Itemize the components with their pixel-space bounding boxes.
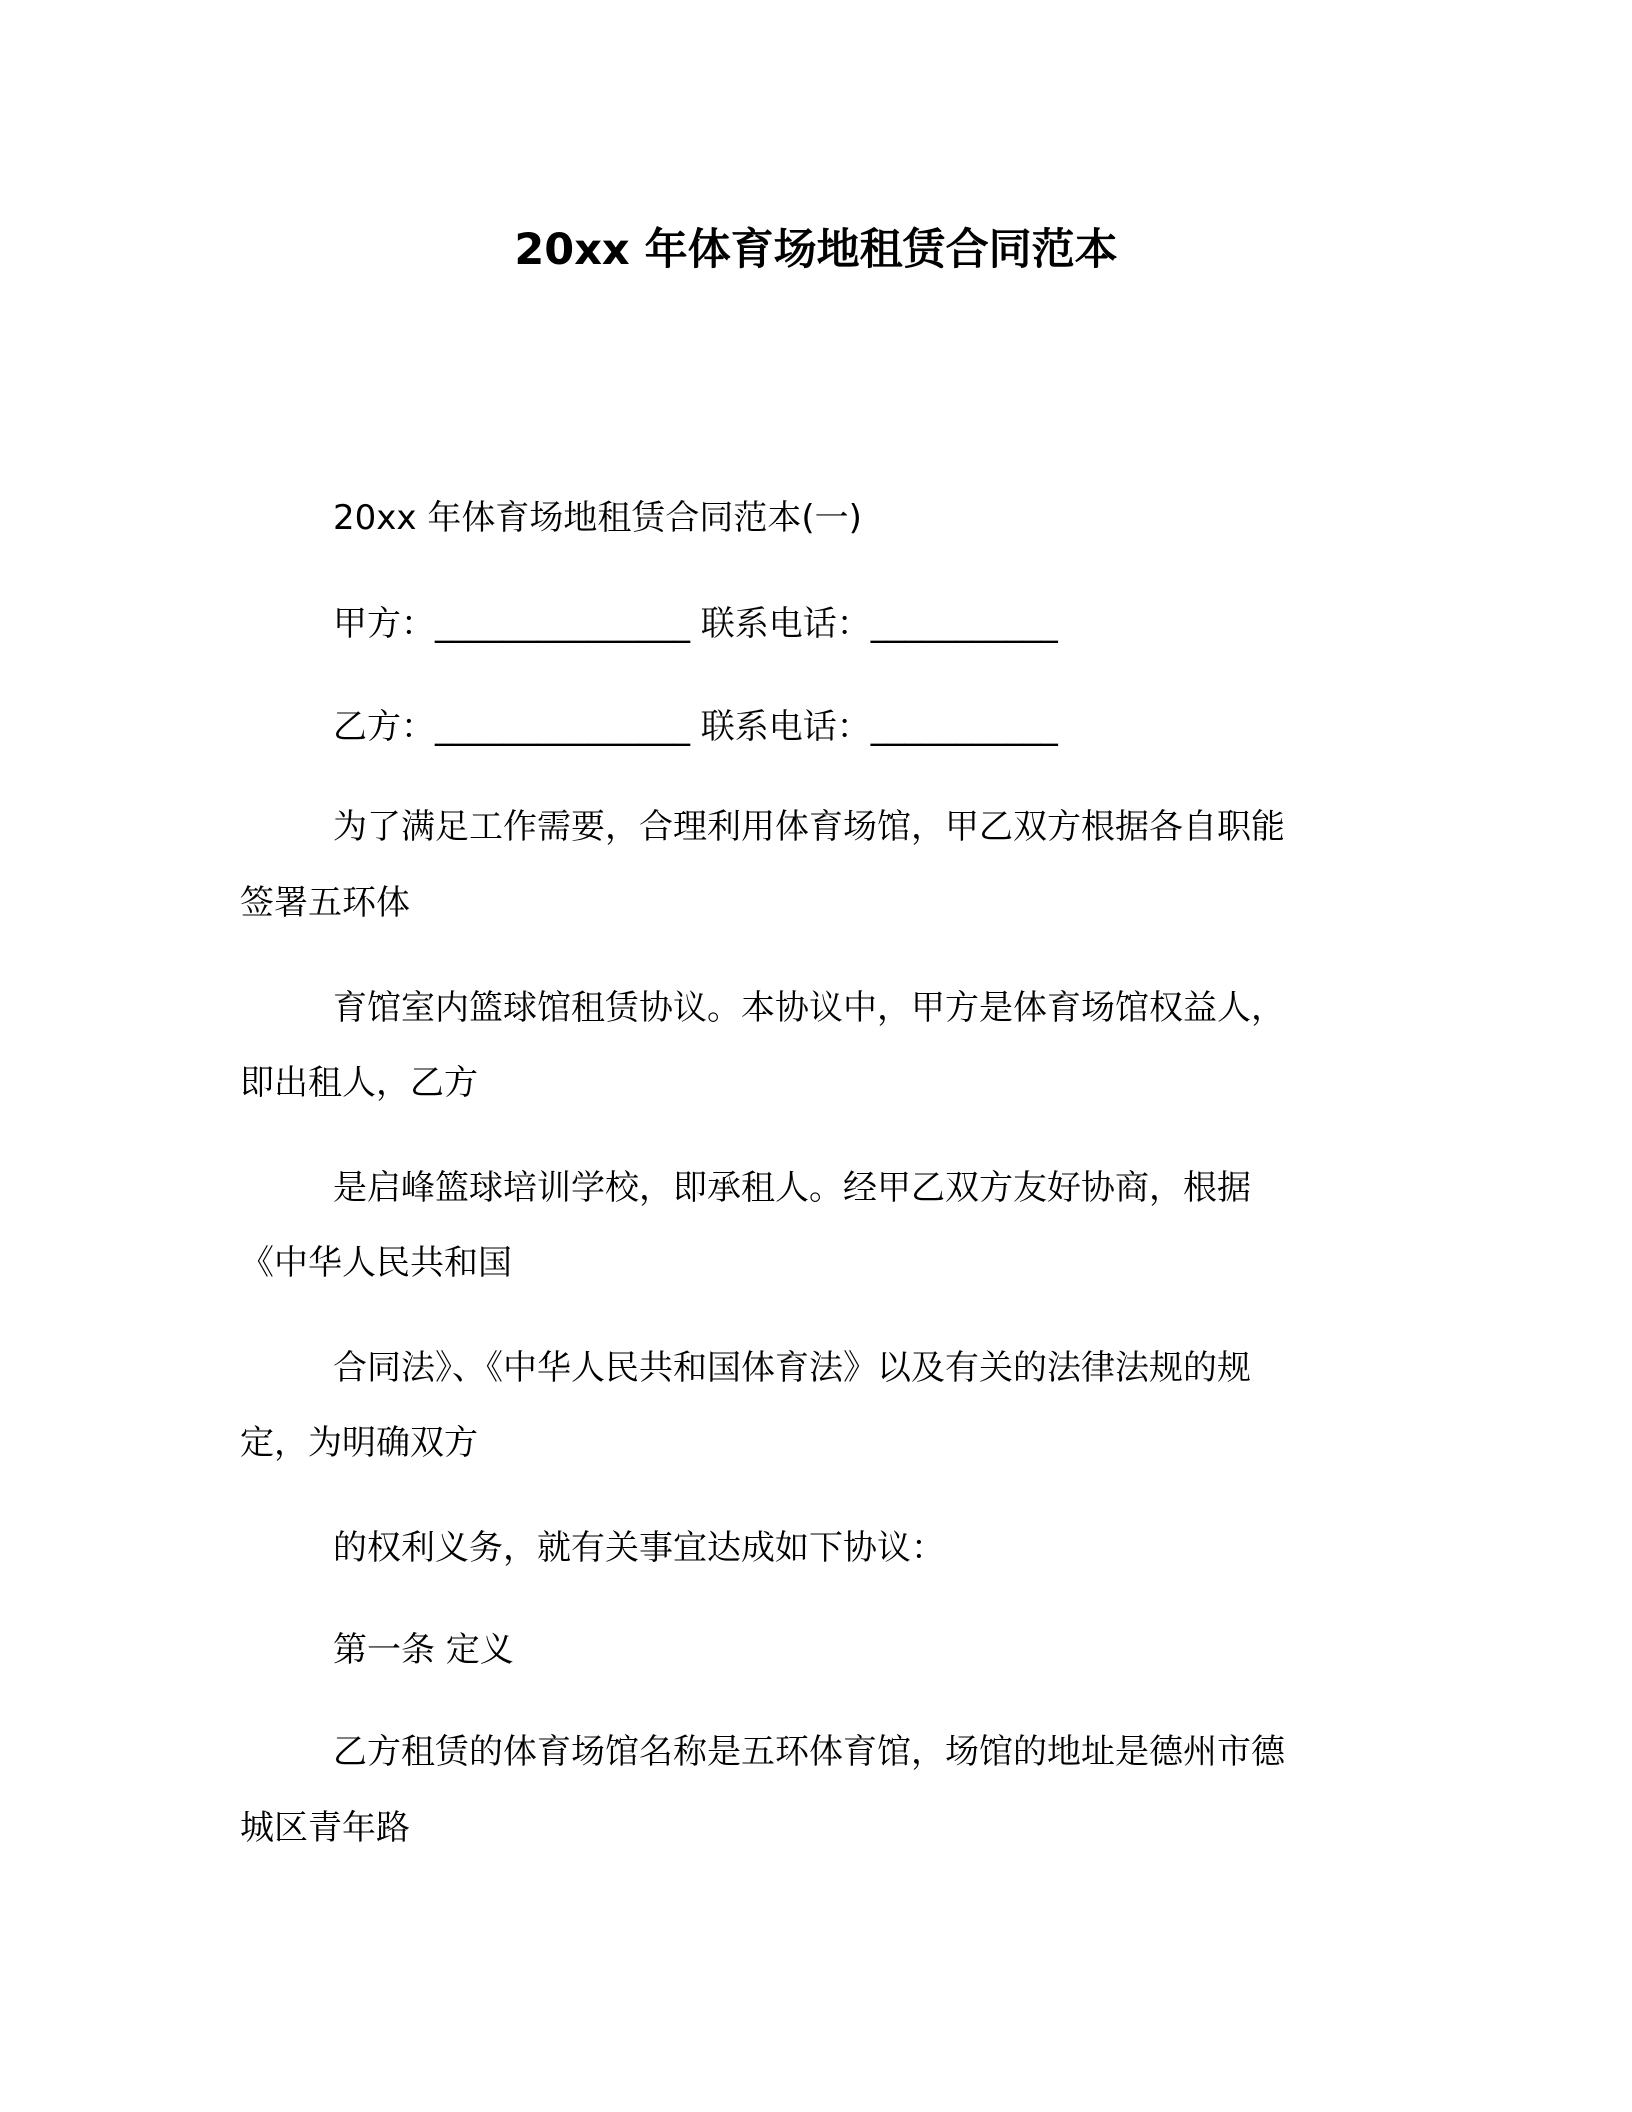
document-title: 20xx 年体育场地租赁合同范本 bbox=[514, 225, 1118, 275]
contract-subtitle: 20xx 年体育场地租赁合同范本(一) bbox=[333, 498, 862, 538]
paragraph-3-line-2: 《中华人民共和国 bbox=[240, 1243, 512, 1283]
paragraph-1-line-2: 签署五环体 bbox=[240, 883, 410, 923]
party-a-line: 甲方：_______________ 联系电话：___________ bbox=[333, 604, 1058, 644]
paragraph-5: 的权利义务，就有关事宜达成如下协议： bbox=[333, 1528, 945, 1568]
paragraph-7-line-1: 乙方租赁的体育场馆名称是五环体育馆，场馆的地址是德州市德 bbox=[333, 1732, 1285, 1772]
paragraph-3-line-1: 是启峰篮球培训学校，即承租人。经甲乙双方友好协商，根据 bbox=[333, 1168, 1251, 1208]
paragraph-7-line-2: 城区青年路 bbox=[240, 1808, 410, 1848]
paragraph-1-line-1: 为了满足工作需要，合理利用体育场馆，甲乙双方根据各自职能 bbox=[333, 807, 1285, 847]
paragraph-2-line-2: 即出租人，乙方 bbox=[240, 1063, 478, 1103]
paragraph-2-line-1: 育馆室内篮球馆租赁协议。本协议中，甲方是体育场馆权益人， bbox=[333, 988, 1285, 1028]
paragraph-4-line-2: 定，为明确双方 bbox=[240, 1423, 478, 1463]
article-1-heading: 第一条 定义 bbox=[333, 1630, 514, 1670]
paragraph-4-line-1: 合同法》、《中华人民共和国体育法》以及有关的法律法规的规 bbox=[333, 1348, 1251, 1388]
party-b-line: 乙方：_______________ 联系电话：___________ bbox=[333, 707, 1058, 747]
